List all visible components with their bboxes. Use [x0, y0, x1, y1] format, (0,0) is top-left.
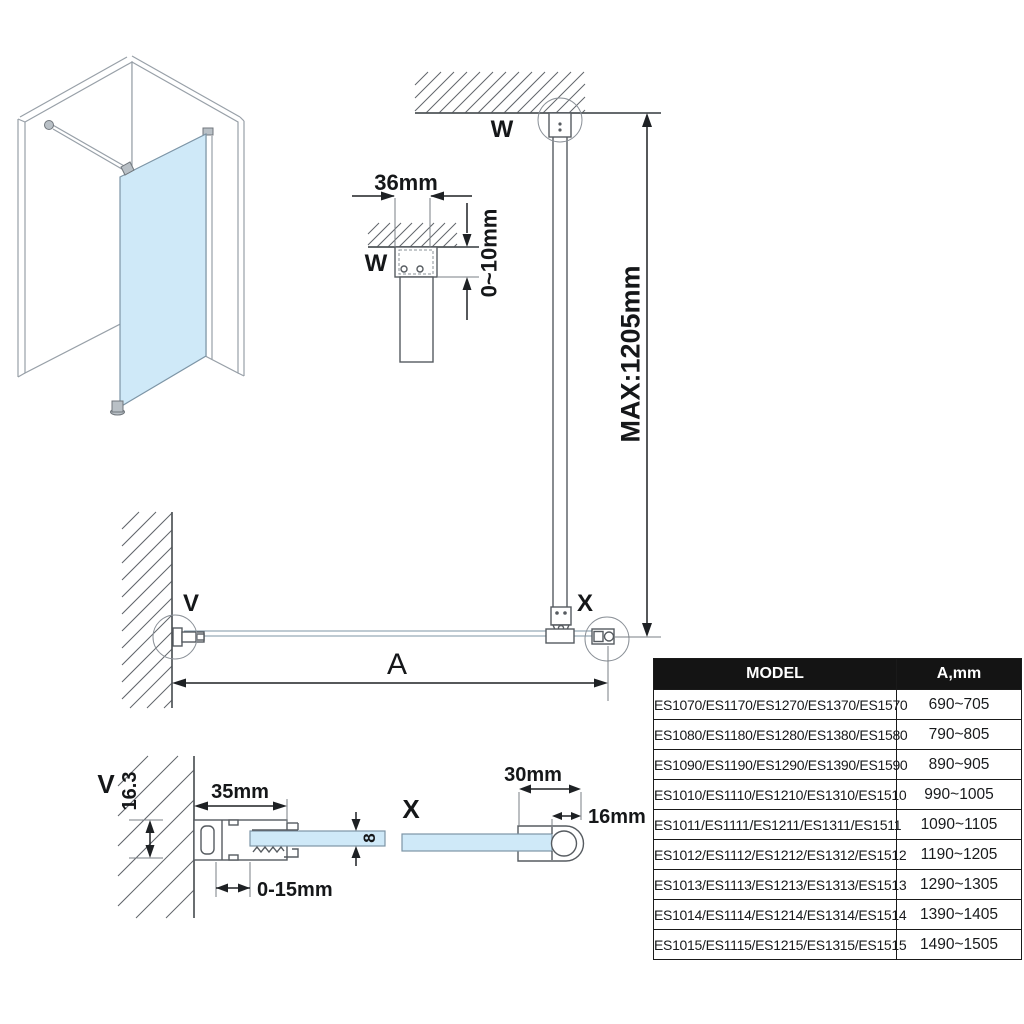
- model-cell: ES1013/ES1113/ES1213/ES1313/ES1513: [654, 870, 897, 900]
- a-cell: 990~1005: [897, 780, 1022, 810]
- a-cell: 1090~1105: [897, 810, 1022, 840]
- dim-8: 8: [359, 833, 379, 843]
- model-cell: ES1015/ES1115/ES1215/ES1315/ES1515: [654, 930, 897, 960]
- dim-0-10mm: 0~10mm: [476, 208, 502, 298]
- label-v-plan: V: [182, 590, 200, 617]
- table-row: [654, 780, 1022, 810]
- iso-left-wall: [25, 62, 132, 373]
- dim-max-1205mm: MAX:1205mm: [615, 265, 646, 443]
- iso-profile-top-cap: [203, 128, 213, 135]
- x-glass: [402, 834, 552, 851]
- model-cell: ES1014/ES1114/ES1214/ES1314/ES1514: [654, 900, 897, 930]
- glass-tee-connector: [546, 629, 574, 643]
- iso-glass-panel: [120, 134, 206, 407]
- model-table: [653, 658, 1022, 960]
- ceiling-hatch-elevation: [415, 72, 585, 113]
- header-a-mm: A,mm: [897, 659, 1022, 690]
- v-profile-slot: [201, 826, 214, 854]
- table-row: [654, 720, 1022, 750]
- table-row: [654, 690, 1022, 720]
- label-w-enlarged: W: [364, 250, 388, 277]
- dim-a-letter: A: [386, 648, 408, 681]
- w-bracket: [395, 247, 437, 277]
- table-row: [654, 840, 1022, 870]
- label-x-section: X: [402, 794, 420, 824]
- table-row: [654, 810, 1022, 840]
- a-cell: 1290~1305: [897, 870, 1022, 900]
- ceiling-hatch-w-detail: [368, 223, 457, 247]
- dim-0-15mm: 0-15mm: [257, 879, 333, 901]
- bar-bottom-bracket: [551, 607, 571, 625]
- dim-36mm: 36mm: [374, 170, 438, 195]
- a-cell: 790~805: [897, 720, 1022, 750]
- model-cell: ES1090/ES1190/ES1290/ES1390/ES1590: [654, 750, 897, 780]
- support-bar: [553, 113, 567, 608]
- a-cell: 1490~1505: [897, 930, 1022, 960]
- x-detail-section: [402, 785, 584, 862]
- model-cell: ES1011/ES1111/ES1211/ES1311/ES1511: [654, 810, 897, 840]
- label-v-section: V: [97, 769, 115, 799]
- model-cell: ES1080/ES1180/ES1280/ES1380/ES1580: [654, 720, 897, 750]
- model-cell: ES1010/ES1110/ES1210/ES1310/ES1510: [654, 780, 897, 810]
- table-row: [654, 900, 1022, 930]
- model-cell: ES1070/ES1170/ES1270/ES1370/ES1570: [654, 690, 897, 720]
- a-cell: 690~705: [897, 690, 1022, 720]
- iso-wall-anchor: [45, 121, 54, 130]
- dim-16-3: 16.3: [119, 771, 141, 811]
- table-row: [654, 750, 1022, 780]
- wall-hatch-plan: [122, 512, 172, 708]
- iso-bottom-bracket: [112, 401, 123, 412]
- dim-30mm: 30mm: [504, 764, 562, 786]
- header-model: MODEL: [654, 659, 897, 690]
- w-bar: [400, 277, 433, 362]
- model-cell: ES1012/ES1112/ES1212/ES1312/ES1512: [654, 840, 897, 870]
- wall-plate: [173, 628, 182, 646]
- isometric-view: [18, 56, 244, 415]
- a-cell: 1390~1405: [897, 900, 1022, 930]
- model-table-container: [653, 658, 1022, 960]
- dim-16mm: 16mm: [588, 806, 646, 828]
- table-header-row: [654, 659, 1022, 690]
- label-x-elevation: X: [576, 590, 594, 617]
- a-cell: 890~905: [897, 750, 1022, 780]
- dim-35mm: 35mm: [211, 781, 269, 803]
- table-row: [654, 870, 1022, 900]
- label-w-elevation: W: [490, 116, 514, 143]
- a-cell: 1190~1205: [897, 840, 1022, 870]
- table-row: [654, 930, 1022, 960]
- x-rod-hole: [552, 831, 577, 856]
